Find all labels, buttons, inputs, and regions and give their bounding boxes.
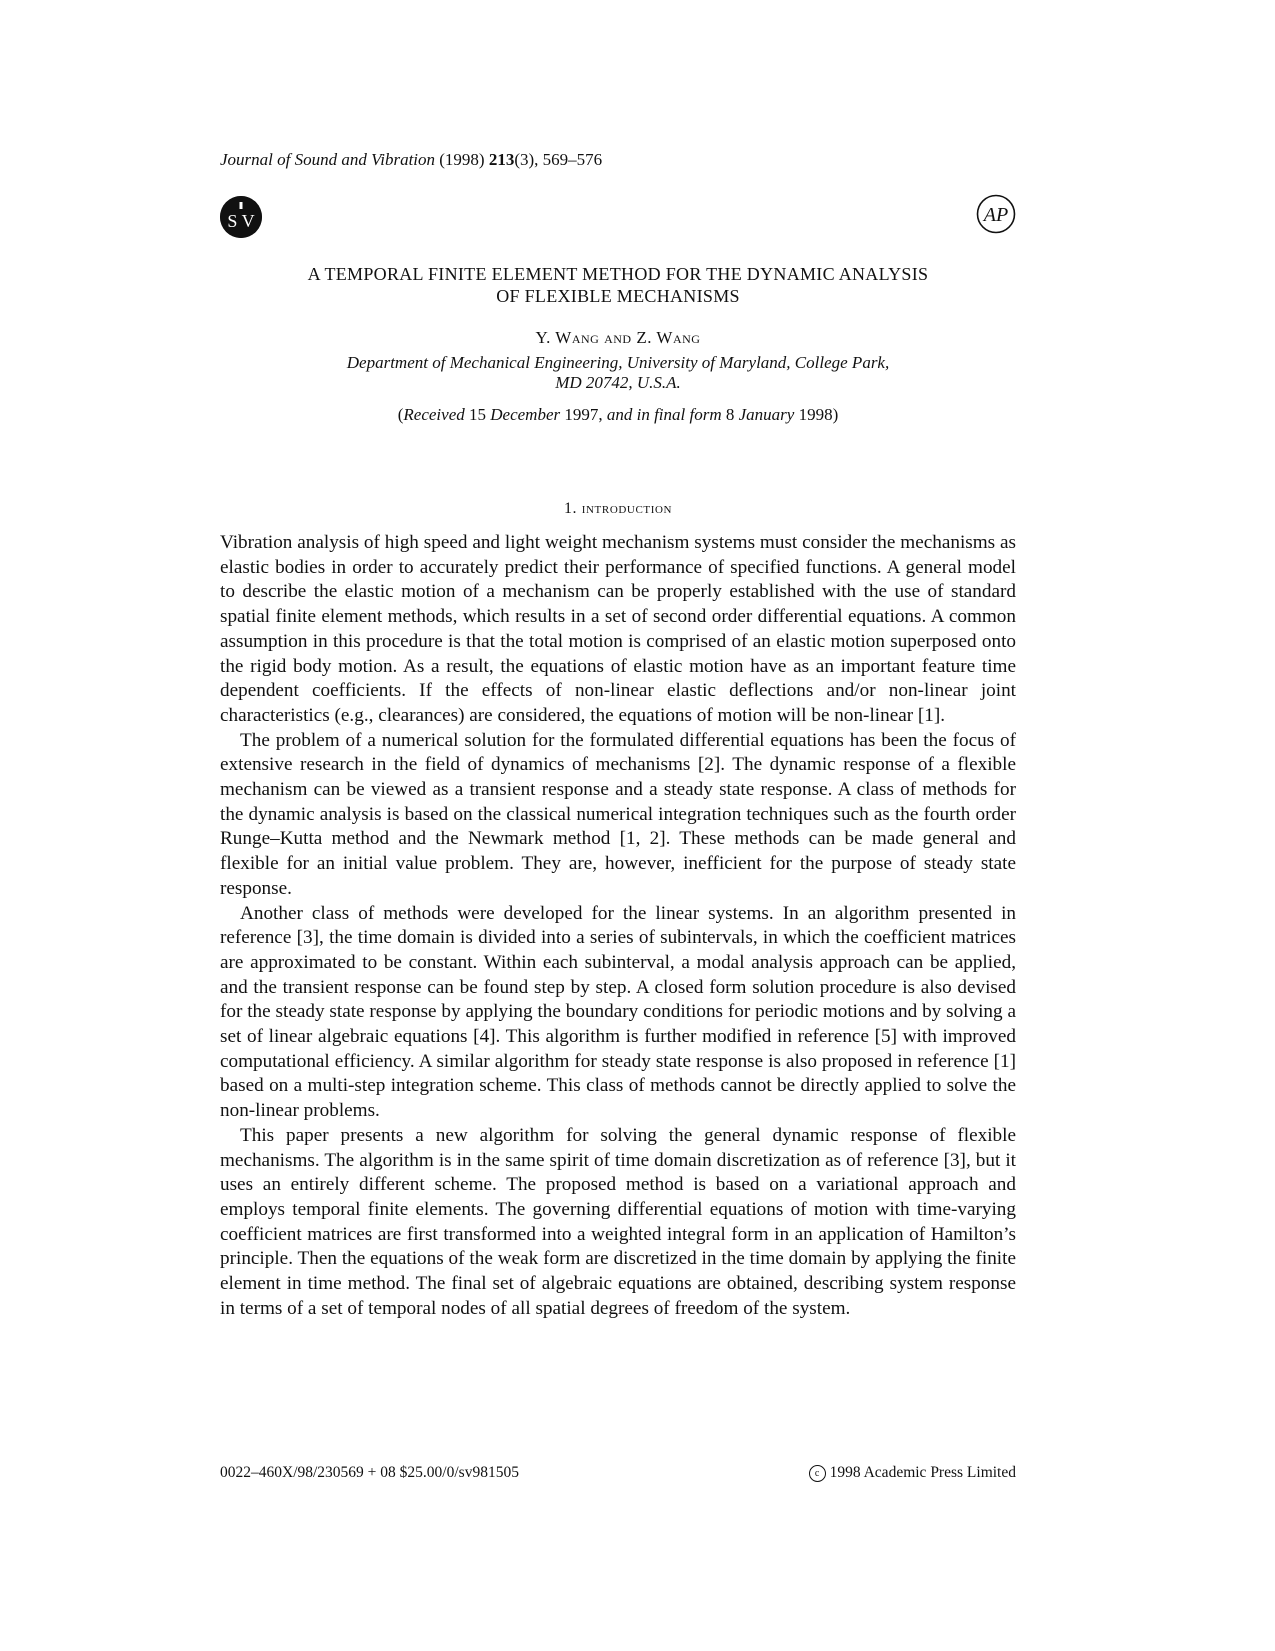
- affiliation-line-2: MD 20742, U.S.A.: [555, 373, 681, 392]
- paragraph-2: The problem of a numerical solution for the formulated differential equations has been the focus of extensive research in the field of dynamics of mechanisms [2]. The dynamic response of a flexible mechanism can be viewed as a transient response and a steady state response. A class of methods for the dynamic analysis is based on the classical numerical integration techniques such as the fourth order Runge–Kutta method and the Newmark method [1, 2]. These methods can be made general and flexible for an initial value problem. They are, however, inefficient for the purpose of steady state response.: [220, 729, 1016, 899]
- copyright-text: 1998 Academic Press Limited: [829, 1464, 1016, 1481]
- journal-issue-pages: (3), 569–576: [514, 150, 603, 169]
- section-heading: [220, 500, 1016, 518]
- journal-citation: [220, 150, 602, 170]
- footer-code: 0022–460X/98/230569 + 08 $25.00/0/sv981505: [220, 1464, 519, 1481]
- footer-copyright: [809, 1464, 1016, 1482]
- ap-logo-icon: [976, 194, 1016, 234]
- paper-title: [220, 263, 1016, 307]
- title-line-2: OF FLEXIBLE MECHANISMS: [496, 286, 740, 306]
- paragraph-1: Vibration analysis of high speed and light weight mechanism systems must consider the mechanisms as elastic bodies in order to accurately predict their performance of specified functions. A general model to describe the elastic motion of a mechanism can be properly established with the use of standard spatial finite element methods, which results in a set of second order differential equations. A common assumption in this procedure is that the total motion is comprised of an elastic motion superposed onto the rigid body motion. As a result, the equations of elastic motion have as an important feature time dependent coefficients. If the effects of non-linear elastic deflections and/or non-linear joint characteristics (e.g., clearances) are considered, the equations of motion will be non-linear [1].: [220, 532, 1016, 726]
- title-line-1: A TEMPORAL FINITE ELEMENT METHOD FOR THE DYNAMIC ANALYSIS: [307, 264, 929, 284]
- paragraph-3: Another class of methods were developed for the linear systems. In an algorithm presented in reference [3], the time domain is divided into a series of subintervals, in which the coefficient matrices are approximated to be constant. Within each subinterval, a modal analysis approach can be applied, and the transient response can be found step by step. A closed form solution procedure is also devised for the steady state response by applying the boundary conditions for periodic motions and by solving a set of linear algebraic equations [4]. This algorithm is further modified in reference [5] with improved computational efficiency. A similar algorithm for steady state response is also proposed in reference [1] based on a multi-step integration scheme. This class of methods cannot be directly applied to solve the non-linear problems.: [220, 902, 1016, 1122]
- received-label: Received: [403, 405, 465, 424]
- section-number: 1.: [563, 500, 578, 517]
- paragraph-4: This paper presents a new algorithm for solving the general dynamic response of flexible mechanisms. The algorithm is in the same spirit of time domain discretization as of reference [3], but it uses an entirely different scheme. The proposed method is based on a variational approach and employs temporal finite elements. The governing differential equations of motion with time-varying coefficient matrices are first transformed into a weighted integral form in an application of Hamilton’s principle. Then the equations of the weak form are discretized in the time domain by applying the finite element in time method. The final set of algebraic equations are obtained, describing system response in terms of a set of temporal nodes of all spatial degrees of freedom of the system.: [220, 1124, 1016, 1319]
- affiliation-line-1: Department of Mechanical Engineering, University of Maryland, College Park,: [346, 353, 890, 372]
- journal-name: Journal of Sound and Vibration: [220, 150, 436, 169]
- ap-logo-text: AP: [983, 204, 1009, 226]
- affiliation: [220, 353, 1016, 393]
- sv-logo-text: S V: [227, 211, 255, 231]
- journal-volume: 213: [488, 150, 515, 169]
- sv-logo-icon: [220, 196, 262, 238]
- received-dates: (Received 15 December 1997, and in final form 8 January 1998): [397, 405, 839, 424]
- authors: Y. Wang and Z. Wang: [535, 328, 701, 347]
- body-text: [220, 531, 1016, 1322]
- journal-year: (1998): [439, 150, 485, 169]
- copyright-icon: c: [809, 1465, 826, 1482]
- section-title: introduction: [581, 500, 673, 517]
- final-form-label: and in final form: [606, 405, 722, 424]
